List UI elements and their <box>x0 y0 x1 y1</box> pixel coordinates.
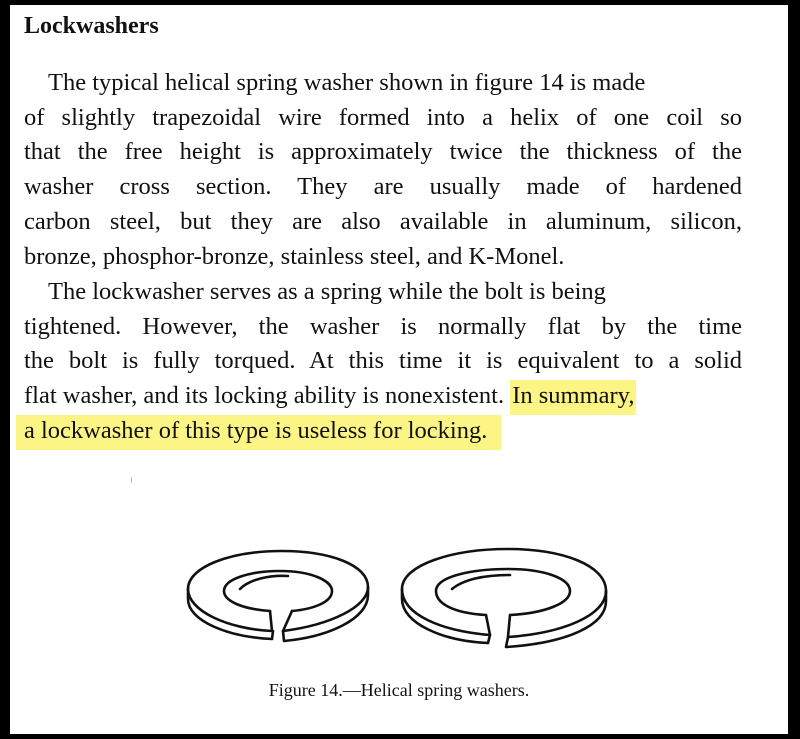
highlighted-text-1: In summary, <box>510 380 636 415</box>
document-page <box>10 5 788 734</box>
highlighted-text-2: a lockwasher of this type is useless for locking. <box>16 415 501 450</box>
figure-caption: Figure 14.—Helical spring washers. <box>268 680 530 700</box>
right-washer-inner-shadow <box>452 575 510 589</box>
paragraph2-line-5 <box>16 417 501 445</box>
right-washer-gap <box>486 591 606 647</box>
left-washer-inner-shadow <box>240 576 288 589</box>
left-washer-lower-edge <box>188 589 272 639</box>
line12-plain-text: flat washer, and its locking ability is nonexistent. <box>24 382 505 409</box>
paragraph2-line-4 <box>24 382 636 410</box>
paragraph1-line-4: washer cross section. They are usually made of hardened <box>24 173 742 200</box>
right-washer-outer-rim <box>402 549 606 637</box>
paragraph1-line-2: of slightly trapezoidal wire formed into a helix of one coil so <box>24 104 742 131</box>
helical-spring-washer-illustration-icon <box>180 545 620 655</box>
scan-speck <box>131 477 132 483</box>
section-heading: Lockwashers <box>24 13 159 39</box>
paragraph2-line-1: The lockwasher serves as a spring while the bolt is being <box>48 278 606 305</box>
paragraph1-line-6: bronze, phosphor-bronze, stainless steel, and K-Monel. <box>24 243 565 270</box>
paragraph1-line-5: carbon steel, but they are also available in aluminum, silicon, <box>24 208 742 235</box>
paragraph2-line-2: tightened. However, the washer is normally flat by the time <box>24 313 742 340</box>
left-washer-gap <box>270 587 368 641</box>
right-washer-lower-edge <box>402 589 488 643</box>
paragraph2-line-3: the bolt is fully torqued. At this time it is equivalent to a solid <box>24 347 742 374</box>
left-washer-outer-rim <box>188 551 368 631</box>
paragraph1-line-1: The typical helical spring washer shown in figure 14 is made <box>48 69 646 96</box>
paragraph1-line-3: that the free height is approximately twice the thickness of the <box>24 138 742 165</box>
